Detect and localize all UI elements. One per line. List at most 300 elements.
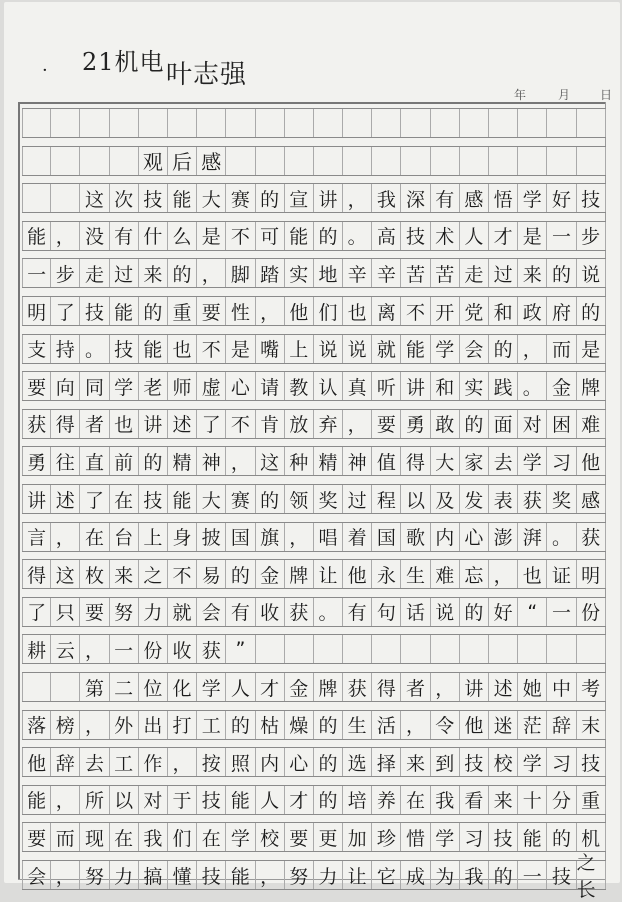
grid-cell bbox=[314, 635, 343, 663]
grid-cell: 获 bbox=[197, 635, 226, 663]
grid-cell: 工 bbox=[197, 711, 226, 739]
grid-cell: 唱 bbox=[314, 523, 343, 551]
grid-cell bbox=[80, 147, 109, 175]
grid-cell: 和 bbox=[431, 372, 460, 400]
grid-cell: ， bbox=[343, 184, 372, 212]
grid-cell bbox=[314, 147, 343, 175]
grid-cell: 让 bbox=[343, 861, 372, 889]
grid-row bbox=[22, 296, 606, 326]
grid-cell: 牌 bbox=[285, 560, 314, 588]
grid-cell bbox=[547, 635, 576, 663]
grid-cell: ， bbox=[51, 222, 80, 250]
grid-cell: 请 bbox=[256, 372, 285, 400]
grid-cell: 述 bbox=[168, 410, 197, 438]
grid-cell: 有 bbox=[431, 184, 460, 212]
grid-cell: 旗 bbox=[256, 523, 285, 551]
grid-row bbox=[22, 597, 606, 627]
grid-cell: 领 bbox=[285, 485, 314, 513]
grid-cell bbox=[139, 109, 168, 137]
grid-cell: 获 bbox=[577, 523, 606, 551]
grid-cell: 于 bbox=[168, 786, 197, 814]
grid-cell: 要 bbox=[22, 823, 51, 851]
grid-cell bbox=[431, 109, 460, 137]
grid-cell: 的 bbox=[314, 786, 343, 814]
grid-cell: 获 bbox=[285, 598, 314, 626]
grid-cell: 学 bbox=[518, 748, 547, 776]
grid-cell: 辛 bbox=[372, 259, 401, 287]
grid-cell: 金 bbox=[547, 372, 576, 400]
grid-cell: 难 bbox=[431, 560, 460, 588]
grid-cell: 有 bbox=[226, 598, 255, 626]
grid-cell: 了 bbox=[22, 598, 51, 626]
grid-cell: ， bbox=[401, 711, 430, 739]
grid-cell: 培 bbox=[343, 786, 372, 814]
grid-cell: 向 bbox=[51, 372, 80, 400]
grid-cell: 听 bbox=[372, 372, 401, 400]
grid-cell: 师 bbox=[168, 372, 197, 400]
grid-cell: 就 bbox=[372, 335, 401, 363]
grid-cell bbox=[285, 147, 314, 175]
grid-cell: 选 bbox=[343, 748, 372, 776]
grid-cell: 让 bbox=[314, 560, 343, 588]
grid-cell: 赛 bbox=[226, 485, 255, 513]
grid-cell: 虚 bbox=[197, 372, 226, 400]
grid-cell: 值 bbox=[372, 447, 401, 475]
grid-cell bbox=[372, 109, 401, 137]
grid-cell: 人 bbox=[256, 786, 285, 814]
grid-cell: 。 bbox=[518, 372, 547, 400]
grid-cell bbox=[577, 147, 606, 175]
grid-cell: 才 bbox=[256, 673, 285, 701]
grid-cell: 者 bbox=[401, 673, 430, 701]
grid-row bbox=[22, 371, 606, 401]
day-label: 日 bbox=[599, 88, 612, 102]
grid-row bbox=[22, 559, 606, 589]
grid-cell: 辞 bbox=[547, 711, 576, 739]
grid-cell: 末 bbox=[577, 711, 606, 739]
grid-cell: 难 bbox=[577, 410, 606, 438]
grid-cell: 勇 bbox=[401, 410, 430, 438]
grid-cell: 的 bbox=[139, 297, 168, 325]
grid-row bbox=[22, 484, 606, 514]
grid-cell: 技 bbox=[577, 184, 606, 212]
grid-cell: ， bbox=[285, 523, 314, 551]
grid-cell: 工 bbox=[110, 748, 139, 776]
grid-cell: 言 bbox=[22, 523, 51, 551]
grid-cell: 考 bbox=[577, 673, 606, 701]
grid-cell: 会 bbox=[22, 861, 51, 889]
grid-cell bbox=[577, 635, 606, 663]
grid-cell: 我 bbox=[372, 184, 401, 212]
grid-cell bbox=[256, 635, 285, 663]
grid-cell: 。 bbox=[343, 222, 372, 250]
grid-cell: 我 bbox=[460, 861, 489, 889]
grid-cell: 在 bbox=[110, 485, 139, 513]
grid-row bbox=[22, 522, 606, 552]
grid-cell: 择 bbox=[372, 748, 401, 776]
grid-cell: 着 bbox=[343, 523, 372, 551]
grid-cell: 为 bbox=[431, 861, 460, 889]
grid-cell: ， bbox=[343, 410, 372, 438]
grid-cell: 精 bbox=[314, 447, 343, 475]
grid-cell: 持 bbox=[51, 335, 80, 363]
grid-cell: 了 bbox=[197, 410, 226, 438]
grid-cell: 的 bbox=[314, 222, 343, 250]
grid-cell: 一 bbox=[547, 222, 576, 250]
grid-cell: 校 bbox=[489, 748, 518, 776]
grid-cell: 到 bbox=[431, 748, 460, 776]
grid-cell: 也 bbox=[343, 297, 372, 325]
grid-cell: 过 bbox=[489, 259, 518, 287]
grid-cell: 能 bbox=[110, 297, 139, 325]
grid-cell bbox=[489, 109, 518, 137]
grid-cell: 离 bbox=[372, 297, 401, 325]
grid-cell: 获 bbox=[343, 673, 372, 701]
grid-cell: 的 bbox=[460, 410, 489, 438]
grid-cell: 学 bbox=[197, 673, 226, 701]
grid-cell: 一 bbox=[547, 598, 576, 626]
grid-cell bbox=[314, 109, 343, 137]
grid-cell: 次 bbox=[110, 184, 139, 212]
grid-cell: 们 bbox=[168, 823, 197, 851]
grid-cell: 出 bbox=[139, 711, 168, 739]
grid-cell: 才 bbox=[489, 222, 518, 250]
grid-cell: 嘴 bbox=[256, 335, 285, 363]
grid-cell bbox=[22, 673, 51, 701]
grid-cell: 技 bbox=[197, 861, 226, 889]
grid-cell: 习 bbox=[547, 748, 576, 776]
grid-cell: 好 bbox=[489, 598, 518, 626]
grid-cell bbox=[22, 147, 51, 175]
grid-cell: 大 bbox=[431, 447, 460, 475]
grid-cell: 讲 bbox=[314, 184, 343, 212]
grid-cell bbox=[51, 147, 80, 175]
grid-cell: 性 bbox=[226, 297, 255, 325]
grid-cell: 来 bbox=[489, 786, 518, 814]
grid-cell: ， bbox=[80, 635, 109, 663]
grid-cell bbox=[285, 635, 314, 663]
grid-cell: 讲 bbox=[22, 485, 51, 513]
grid-cell: 能 bbox=[226, 786, 255, 814]
grid-cell: 他 bbox=[22, 748, 51, 776]
grid-cell: 踏 bbox=[256, 259, 285, 287]
grid-cell: 澎 bbox=[489, 523, 518, 551]
grid-cell bbox=[226, 109, 255, 137]
grid-cell bbox=[22, 184, 51, 212]
grid-cell: 养 bbox=[372, 786, 401, 814]
grid-cell: 述 bbox=[489, 673, 518, 701]
grid-cell: 及 bbox=[431, 485, 460, 513]
grid-cell: 前 bbox=[110, 447, 139, 475]
grid-cell: ， bbox=[51, 861, 80, 889]
grid-cell: 化 bbox=[168, 673, 197, 701]
grid-cell: 内 bbox=[256, 748, 285, 776]
grid-cell: 过 bbox=[110, 259, 139, 287]
grid-cell: 打 bbox=[168, 711, 197, 739]
grid-cell: 我 bbox=[431, 786, 460, 814]
grid-cell: 一 bbox=[518, 861, 547, 889]
grid-cell: 而 bbox=[51, 823, 80, 851]
grid-cell bbox=[285, 109, 314, 137]
grid-cell: 能 bbox=[401, 335, 430, 363]
grid-cell: 可 bbox=[256, 222, 285, 250]
grid-cell bbox=[256, 147, 285, 175]
grid-cell: ， bbox=[431, 673, 460, 701]
grid-cell: 学 bbox=[226, 823, 255, 851]
grid-cell: ， bbox=[518, 335, 547, 363]
grid-cell: 这 bbox=[51, 560, 80, 588]
grid-cell bbox=[372, 147, 401, 175]
grid-cell: 得 bbox=[51, 410, 80, 438]
grid-row bbox=[22, 634, 606, 664]
grid-cell: 术 bbox=[431, 222, 460, 250]
grid-cell: 技 bbox=[80, 297, 109, 325]
grid-cell bbox=[110, 109, 139, 137]
grid-cell: 分 bbox=[547, 786, 576, 814]
year-label: 年 bbox=[513, 88, 526, 102]
grid-cell: 么 bbox=[168, 222, 197, 250]
grid-cell: 位 bbox=[139, 673, 168, 701]
grid-cell: 二 bbox=[110, 673, 139, 701]
grid-cell: 校 bbox=[256, 823, 285, 851]
grid-row bbox=[22, 258, 606, 288]
grid-cell bbox=[518, 635, 547, 663]
class-name: 21机电 bbox=[82, 48, 165, 76]
grid-cell: 心 bbox=[285, 748, 314, 776]
grid-cell: 说 bbox=[314, 335, 343, 363]
grid-cell: 重 bbox=[577, 786, 606, 814]
grid-row bbox=[22, 852, 606, 901]
grid-cell: 是 bbox=[577, 335, 606, 363]
grid-cell: 往 bbox=[51, 447, 80, 475]
grid-cell: 明 bbox=[22, 297, 51, 325]
grid-cell bbox=[518, 109, 547, 137]
grid-cell: 苦 bbox=[431, 259, 460, 287]
grid-cell: 支 bbox=[22, 335, 51, 363]
grid-cell: 悟 bbox=[489, 184, 518, 212]
grid-cell bbox=[431, 147, 460, 175]
grid-cell: 牌 bbox=[577, 372, 606, 400]
grid-cell: 要 bbox=[22, 372, 51, 400]
grid-cell: 赛 bbox=[226, 184, 255, 212]
grid-cell: 我 bbox=[139, 823, 168, 851]
grid-cell: 的 bbox=[460, 598, 489, 626]
grid-cell: 力 bbox=[110, 861, 139, 889]
grid-cell: 神 bbox=[197, 447, 226, 475]
grid-cell: 去 bbox=[80, 748, 109, 776]
grid-cell: 人 bbox=[226, 673, 255, 701]
grid-cell: 表 bbox=[489, 485, 518, 513]
grid-row bbox=[22, 672, 606, 702]
grid-row bbox=[22, 409, 606, 439]
grid-cell: 了 bbox=[80, 485, 109, 513]
grid-cell: 就 bbox=[168, 598, 197, 626]
grid-cell: 讲 bbox=[139, 410, 168, 438]
grid-cell: 没 bbox=[80, 222, 109, 250]
grid-cell: 走 bbox=[460, 259, 489, 287]
grid-cell: 的 bbox=[256, 485, 285, 513]
grid-cell: 的 bbox=[256, 184, 285, 212]
grid-cell: 收 bbox=[256, 598, 285, 626]
grid-cell: 人 bbox=[460, 222, 489, 250]
grid-cell: 台 bbox=[110, 523, 139, 551]
grid-cell bbox=[401, 147, 430, 175]
grid-cell: 述 bbox=[51, 485, 80, 513]
grid-cell: 看 bbox=[460, 786, 489, 814]
grid-cell: 只 bbox=[51, 598, 80, 626]
grid-cell: 收 bbox=[168, 635, 197, 663]
grid-cell: 敢 bbox=[431, 410, 460, 438]
notebook-paper bbox=[4, 2, 620, 901]
grid-cell: 力 bbox=[139, 598, 168, 626]
grid-cell: 来 bbox=[518, 259, 547, 287]
grid-cell: 成 bbox=[401, 861, 430, 889]
grid-cell: 获 bbox=[22, 410, 51, 438]
grid-cell: 得 bbox=[22, 560, 51, 588]
grid-cell: 和 bbox=[489, 297, 518, 325]
grid-cell: 政 bbox=[518, 297, 547, 325]
page-border-top bbox=[18, 102, 606, 104]
grid-cell: 证 bbox=[547, 560, 576, 588]
grid-cell: 枯 bbox=[256, 711, 285, 739]
grid-cell: 机 bbox=[577, 823, 606, 851]
grid-cell: 技 bbox=[139, 485, 168, 513]
grid-cell: 心 bbox=[460, 523, 489, 551]
grid-cell: 。 bbox=[547, 523, 576, 551]
grid-cell: 辛 bbox=[343, 259, 372, 287]
grid-cell: 也 bbox=[168, 335, 197, 363]
grid-cell: 它 bbox=[372, 861, 401, 889]
grid-cell: 技 bbox=[547, 861, 576, 889]
grid-cell: 在 bbox=[197, 823, 226, 851]
grid-cell bbox=[431, 635, 460, 663]
grid-cell: “ bbox=[518, 598, 547, 626]
grid-cell: 心 bbox=[226, 372, 255, 400]
grid-cell bbox=[460, 635, 489, 663]
grid-row bbox=[22, 146, 606, 176]
grid-cell: 神 bbox=[343, 447, 372, 475]
grid-cell: 地 bbox=[314, 259, 343, 287]
grid-cell bbox=[22, 109, 51, 137]
grid-cell: 以 bbox=[401, 485, 430, 513]
grid-cell: 讲 bbox=[401, 372, 430, 400]
grid-cell: 重 bbox=[168, 297, 197, 325]
grid-cell: 府 bbox=[547, 297, 576, 325]
grid-cell: 要 bbox=[197, 297, 226, 325]
grid-cell: 是 bbox=[226, 335, 255, 363]
month-label: 月 bbox=[557, 88, 570, 102]
grid-cell: 。 bbox=[314, 598, 343, 626]
grid-cell bbox=[197, 109, 226, 137]
grid-cell: 后 bbox=[168, 147, 197, 175]
grid-cell: 技 bbox=[401, 222, 430, 250]
grid-cell bbox=[489, 635, 518, 663]
grid-cell: 种 bbox=[285, 447, 314, 475]
grid-cell: 身 bbox=[168, 523, 197, 551]
grid-cell: ， bbox=[256, 297, 285, 325]
grid-cell: 搞 bbox=[139, 861, 168, 889]
grid-row bbox=[22, 446, 606, 476]
grid-cell: 精 bbox=[168, 447, 197, 475]
grid-cell: 观 bbox=[139, 147, 168, 175]
grid-cell bbox=[256, 109, 285, 137]
grid-cell: 讲 bbox=[460, 673, 489, 701]
grid-cell: 句 bbox=[372, 598, 401, 626]
student-name: 叶志强 bbox=[166, 60, 248, 90]
grid-cell: 党 bbox=[460, 297, 489, 325]
grid-cell: 牌 bbox=[314, 673, 343, 701]
grid-cell: 来 bbox=[139, 259, 168, 287]
grid-cell: 苦 bbox=[401, 259, 430, 287]
grid-cell: 生 bbox=[343, 711, 372, 739]
grid-cell: 他 bbox=[285, 297, 314, 325]
grid-cell: 有 bbox=[110, 222, 139, 250]
grid-cell: 上 bbox=[139, 523, 168, 551]
grid-cell bbox=[343, 147, 372, 175]
grid-cell: ， bbox=[256, 861, 285, 889]
grid-cell: 会 bbox=[460, 335, 489, 363]
grid-cell: 习 bbox=[460, 823, 489, 851]
grid-cell: 一 bbox=[110, 635, 139, 663]
grid-cell: 所 bbox=[80, 786, 109, 814]
margin-dot: · bbox=[42, 60, 49, 81]
grid-cell bbox=[168, 109, 197, 137]
grid-cell: 说 bbox=[431, 598, 460, 626]
grid-cell: 能 bbox=[226, 861, 255, 889]
grid-row bbox=[22, 785, 606, 815]
grid-cell: 要 bbox=[285, 823, 314, 851]
grid-cell: 开 bbox=[431, 297, 460, 325]
grid-cell: 能 bbox=[518, 823, 547, 851]
grid-cell: 家 bbox=[460, 447, 489, 475]
grid-cell: 不 bbox=[197, 335, 226, 363]
grid-cell: 的 bbox=[139, 447, 168, 475]
grid-cell: 份 bbox=[577, 598, 606, 626]
grid-cell: 她 bbox=[518, 673, 547, 701]
grid-cell: 的 bbox=[314, 748, 343, 776]
grid-cell: 技 bbox=[577, 748, 606, 776]
grid-cell: 高 bbox=[372, 222, 401, 250]
grid-cell: 技 bbox=[460, 748, 489, 776]
grid-cell: 之 bbox=[139, 560, 168, 588]
grid-cell: 的 bbox=[547, 259, 576, 287]
grid-cell: 十 bbox=[518, 786, 547, 814]
grid-cell: 技 bbox=[197, 786, 226, 814]
grid-cell: 能 bbox=[139, 335, 168, 363]
grid-cell: 珍 bbox=[372, 823, 401, 851]
grid-cell: 歌 bbox=[401, 523, 430, 551]
grid-cell: 会 bbox=[197, 598, 226, 626]
grid-cell: 能 bbox=[285, 222, 314, 250]
grid-cell: 实 bbox=[460, 372, 489, 400]
grid-cell: 技 bbox=[489, 823, 518, 851]
grid-cell: ， bbox=[51, 786, 80, 814]
grid-cell: 来 bbox=[401, 748, 430, 776]
grid-cell bbox=[372, 635, 401, 663]
grid-cell: 辞 bbox=[51, 748, 80, 776]
grid-row bbox=[22, 822, 606, 852]
grid-cell: 步 bbox=[577, 222, 606, 250]
grid-row bbox=[22, 334, 606, 364]
grid-cell: 步 bbox=[51, 259, 80, 287]
grid-row bbox=[22, 183, 606, 213]
grid-cell: 永 bbox=[372, 560, 401, 588]
grid-cell: 他 bbox=[460, 711, 489, 739]
grid-cell: 学 bbox=[518, 447, 547, 475]
grid-cell: 对 bbox=[139, 786, 168, 814]
grid-cell bbox=[51, 673, 80, 701]
grid-cell: 直 bbox=[80, 447, 109, 475]
